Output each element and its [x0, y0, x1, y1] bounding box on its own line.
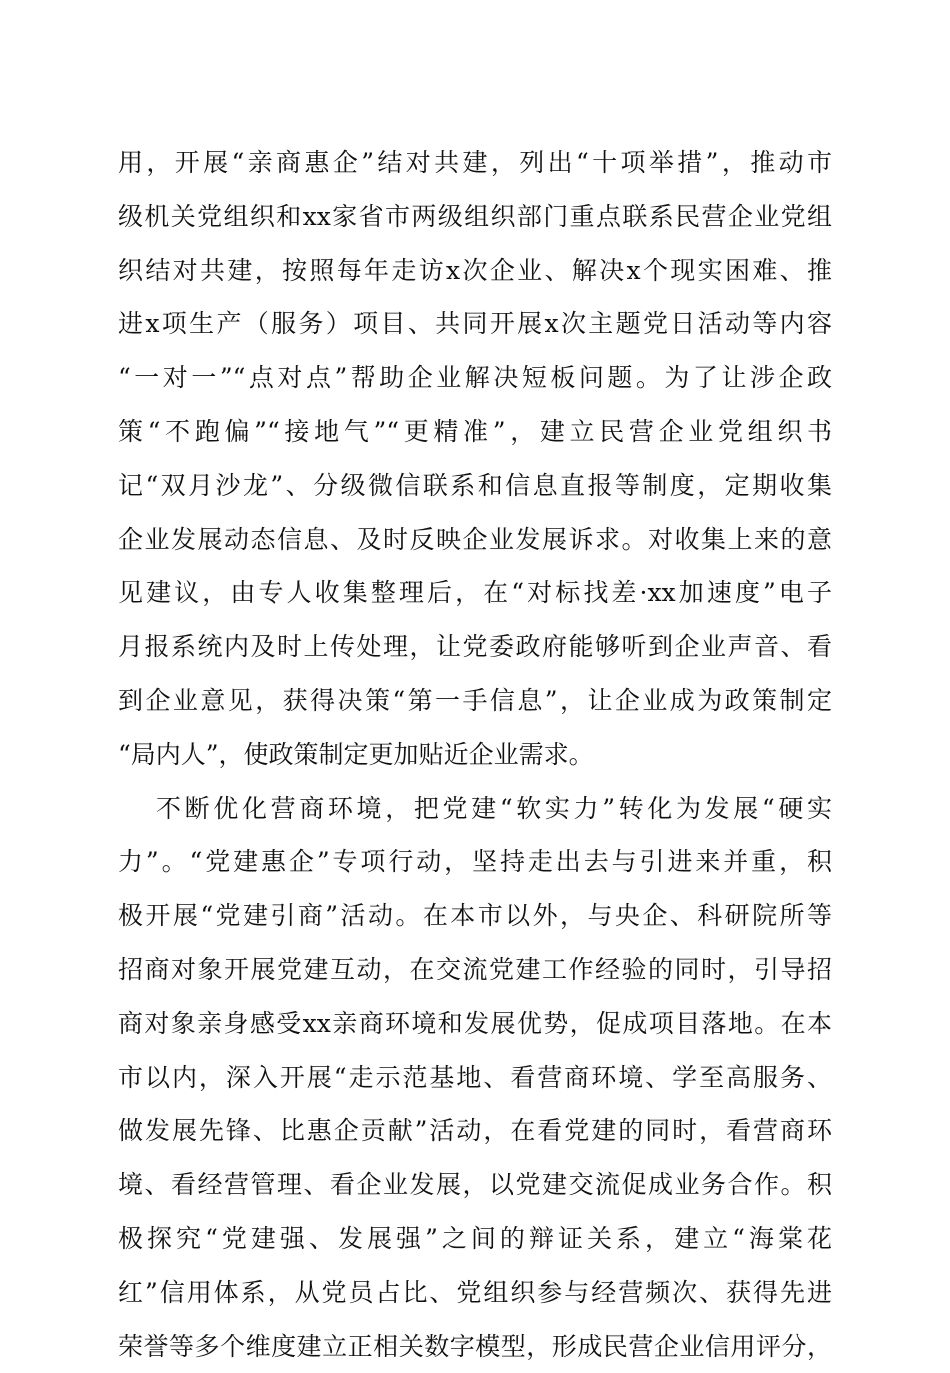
- paragraph-2: [118, 782, 832, 1373]
- text-line: 红”信用体系，从党员占比、党组织参与经营频次、获得先进: [118, 1277, 832, 1307]
- text-line: 用，开展“亲商惠企”结对共建，列出“十项举措”，推动市: [118, 148, 832, 177]
- text-line: 策“不跑偏”“接地气”“更精准”，建立民营企业党组织书: [118, 416, 832, 446]
- text-line: 招商对象开展党建互动，在交流党建工作经验的同时，引导招: [118, 954, 832, 984]
- text-line: 不断优化营商环境，把党建“软实力”转化为发展“硬实: [156, 793, 832, 823]
- text-line: 织结对共建，按照每年走访x次企业、解决x个现实困难、推: [118, 255, 832, 285]
- text-line: 做发展先锋、比惠企贡献”活动，在看党建的同时，看营商环: [118, 1116, 832, 1146]
- text-line: 级机关党组织和xx家省市两级组织部门重点联系民营企业党组: [118, 201, 832, 231]
- text-line: 到企业意见，获得决策“第一手信息”，让企业成为政策制定: [118, 685, 832, 715]
- text-line: 境、看经营管理、看企业发展，以党建交流促成业务合作。积: [118, 1170, 832, 1200]
- text-line: 月报系统内及时上传处理，让党委政府能够听到企业声音、看: [118, 632, 832, 662]
- text-line: 极开展“党建引商”活动。在本市以外，与央企、科研院所等: [118, 901, 832, 931]
- text-line: 企业发展动态信息、及时反映企业发展诉求。对收集上来的意: [118, 524, 832, 554]
- text-line: 市以内，深入开展“走示范基地、看营商环境、学至高服务、: [118, 1062, 832, 1092]
- text-line: 力”。“党建惠企”专项行动，坚持走出去与引进来并重，积: [118, 847, 832, 877]
- text-line: 极探究“党建强、发展强”之间的辩证关系，建立“海棠花: [118, 1223, 832, 1253]
- paragraph-1: [118, 136, 832, 782]
- document-body: [118, 136, 832, 1373]
- text-line: 记“双月沙龙”、分级微信联系和信息直报等制度，定期收集: [118, 470, 832, 500]
- text-line: 荣誉等多个维度建立正相关数字模型，形成民营企业信用评分，: [118, 1331, 832, 1361]
- text-line: “一对一”“点对点”帮助企业解决短板问题。为了让涉企政: [118, 363, 832, 393]
- text-line: 见建议，由专人收集整理后，在“对标找差·xx加速度”电子: [118, 578, 832, 608]
- text-line: “局内人”，使政策制定更加贴近企业需求。: [118, 739, 594, 769]
- text-line: 商对象亲身感受xx亲商环境和发展优势，促成项目落地。在本: [118, 1008, 832, 1038]
- text-line: 进x项生产（服务）项目、共同开展x次主题党日活动等内容: [118, 309, 832, 339]
